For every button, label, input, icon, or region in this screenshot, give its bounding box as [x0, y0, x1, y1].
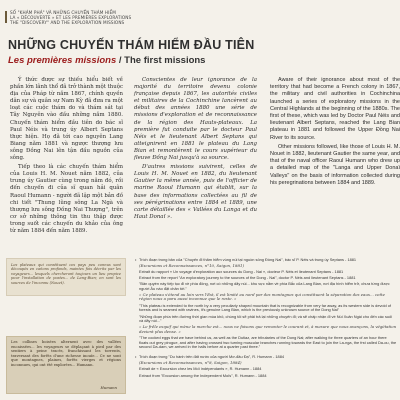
archival-text-image-1 — [6, 258, 126, 296]
paragraph-fr-2: D'autres missions suivirent, celles de Louis H. M. Nouet en 1882, du lieutenant Gautier la même année, puis de l'officier de marine Raoul Humann qui établit, sur la base des informations collectées au fil de ses pérégrinations entre 1884 et 1889, une carte détaillée des « Vallées du Langa et du Haut Donaï ». — [134, 164, 257, 220]
source-notes — [135, 258, 397, 380]
section-header — [10, 10, 220, 25]
note-text: Extract from the report "An exploratory journey to the sources of the Dong - Nai", doctor P. Néis and lieutenant Septans - 1881 — [139, 275, 356, 281]
paragraph-en-1: Aware of their ignorance about most of the territory that had become a French colony in 1867, the military and civil authorities in Cochinchina launched a series of exploratory missions in the Central Highlands at the beginning of the 1880s. The first of these, which was led by Doctor Paul Néis and lieutenant Albert Septans, reached the Lang Bian plateau in 1881 and followed the Upper Đồng Nai River to its source. — [270, 77, 400, 141]
note-text: Extrait du rapport « Un voyage d'exploration aux sources du Dong - Nai », docteur P. Néis et lieutenant Septans - 1881 — [139, 268, 344, 274]
note-text: "This plateau is extended to the north by a very peculiarly shaped mountain that is recognizable from very far away, as its western side is devoid of forests and is seamed with ravines, it's genuine Lang Bian, which is the previously unknown source of the Dong Nai" — [139, 302, 391, 313]
paragraph-en-2: Other missions followed, like those of Louis H. M. Nouet in 1882, lieutenant Gautier the same year, and that of the naval officer Raoul Humann who drew up a detailed map of the "Langa and Upper Donaï Valleys" on the basis of information collected during his peregrinations between 1884 and 1889. — [270, 143, 400, 186]
note-text: "The cooked eggs that we have behind us, as well as the Dutiaz, are tributaries of the Dong Nai; after walking for three quarters of an hour there floats out grey pirogue, and after having crossed two turning muscular branches running towards the East to join the La-nga, the frst called Da-ou, the second Da-dam, we arrived in the halls before at a quarter past three." — [139, 334, 397, 350]
note-text: Extract from "Excursion among the Independent Moïs", R. Humann - 1884 — [139, 372, 267, 378]
note-item — [135, 270, 397, 275]
header-line-vi: SỐ "KHÁM PHÁ" VÀ NHỮNG CHUYẾN THÁM HIỂM — [10, 10, 116, 15]
column-vietnamese — [10, 77, 123, 237]
note-text: "Bản quyền này tiếp tục đi về phía đông, nơi có những dãy núi... khu vực nằm về phía Bắc của Lang Bian, nơi địa hình hiểm trở, chưa từng được người Âu nào đặt chân tới." — [139, 281, 390, 292]
note-text: Trích đoạn trong bản của "Chuyến đi thăm hiểm vùng núi tại nguồn sông Đồng Nai", bác sĩ P. Néis và trung úy Septans - 1881 — [139, 257, 357, 262]
header-accent-bar — [5, 11, 7, 23]
note-item — [135, 374, 397, 379]
archival-text-2: Les collines boisées alternent avec des vallées encaissées... les voyageurs se déplaçant à pied par des sentiers à peine tracés, franchissant les torrents, traversant des forêts d'une richesse inouïe... Ce ne sont que montagnes, plaines, forêts vierges et régions inconnues, qui ont été explorées... Humann. — [11, 340, 121, 367]
note-item — [135, 315, 397, 335]
header-line-en: THE "DISCOVERY" AND THE EXPLORATION MISSIONS — [10, 20, 125, 25]
note-quote: (Excursions et Reconnaissances, n°10, Saigon, 1881) — [139, 262, 244, 268]
note-quote: « Ce plateau s'étend au loin vers l'Est, il est limité au nord par des montagnes qui constituent la séparation des eaux... cette région nous a paru aussi inconnue que le reste. » — [139, 291, 385, 302]
column-english — [270, 77, 400, 189]
subtitle-separator: / — [116, 55, 125, 66]
paragraph-fr-1: Conscientes de leur ignorance de la majorité du territoire devenu colonie française depuis 1867, les autorités civiles et militaires de la Cochinchine lancèrent au début des années 1880 une série de missions d'exploration et de reconnaissance de la région des Hauts-plateaux. La première fut conduite par le docteur Paul Néis et le lieutenant Albert Septans qui atteignirent en 1881 le plateau du Lang Bian et remontèrent le cours supérieur du fleuve Đồng Nai jusqu'à sa source. — [134, 77, 257, 162]
note-quote: (Excursions et Reconnaissances, n°8, Saigon, 1884) — [139, 360, 242, 366]
archival-text-1: Les plateaux qui constituent ces pays peu connus sont découpés en cañons profonds, maintes fois décrits par les voyageurs... lesquels chercheront toujours un lieu propice pour l'installation de postes... de Lang-Bian; en sont les sources de l'inconnu (Nouet). — [11, 263, 121, 285]
bullet-icon: • — [135, 354, 137, 360]
note-item — [135, 258, 397, 268]
page-title: NHỮNG CHUYẾN THÁM HIỂM ĐẦU TIÊN — [8, 38, 255, 52]
archival-text-image-2 — [6, 336, 126, 394]
bullet-icon: • — [135, 257, 137, 262]
note-item — [135, 304, 397, 313]
paragraph-vi-1: Ý thức được sự thiếu hiểu biết về phần lớn lãnh thổ đã trở thành một thuộc địa của Pháp từ năm 1867, chính quyền dân sự và quân sự Nam Kỳ đã đưa ra một loạt các cuộc thám do và thám sát tại Tây Nguyên vào đầu những năm 1880. Chuyến thám hiểm đầu tiên do bác sĩ Paul Néis và trung úy Albert Septans thực hiện. Họ đã tới cao nguyên Lang Biang năm 1881 và ngược thượng lưu sông Đồng Nai lên tận đầu nguồn của sông. — [10, 77, 124, 162]
note-item — [135, 355, 397, 365]
note-text: "Những đoạn phía trên đường thời gian mùa khô, chúng tôi sẽ phải trả lại những chuyến đi; và sẽ chấp nhận đi về Núi Xuân Ngài cho đến các suối và dãy núi..." — [139, 313, 393, 324]
subtitle-en: The first missions — [124, 55, 206, 66]
note-quote: « Le frêle esquif qui mène la marche est... nous ne faisons que remonter le courant et, à mesure que nous avançons, la végétation devient plus dense. » — [139, 323, 397, 334]
note-item — [135, 367, 397, 372]
page-subtitle — [8, 55, 205, 66]
note-text: Trích đoạn trong "Du hành trên đất nước của người Mơ-đâu Đạ", R. Humann - 1884 — [139, 354, 285, 360]
archival-signature: Humann — [100, 385, 117, 390]
subtitle-fr: Les premières missions — [8, 55, 117, 66]
note-text: Extrait de « Excursion chez les Moï indépendants », R. Humann - 1884 — [139, 366, 262, 372]
paragraph-vi-2: Tiếp theo là các chuyến thám hiểm của Louis H. M. Nouet năm 1882, của trung úy Gautier cùng trong năm đó, rồi đến chuyến đi của sĩ quan hải quân Raoul Humann - người đã lập một bản đồ chi tiết "Thung lũng sông La Ngà và thượng lưu sông Đồng Nai Thượng", trên cơ sở những thông tin thu thập được trong suốt các chuyến du khảo của ông từ năm 1884 đến năm 1889. — [10, 164, 123, 234]
header-line-fr: LA « DÉCOUVERTE » ET LES PREMIÈRES EXPLORATIONS — [10, 15, 132, 20]
note-item — [135, 282, 397, 302]
note-item — [135, 336, 397, 350]
column-french — [134, 77, 257, 223]
note-item — [135, 276, 397, 281]
